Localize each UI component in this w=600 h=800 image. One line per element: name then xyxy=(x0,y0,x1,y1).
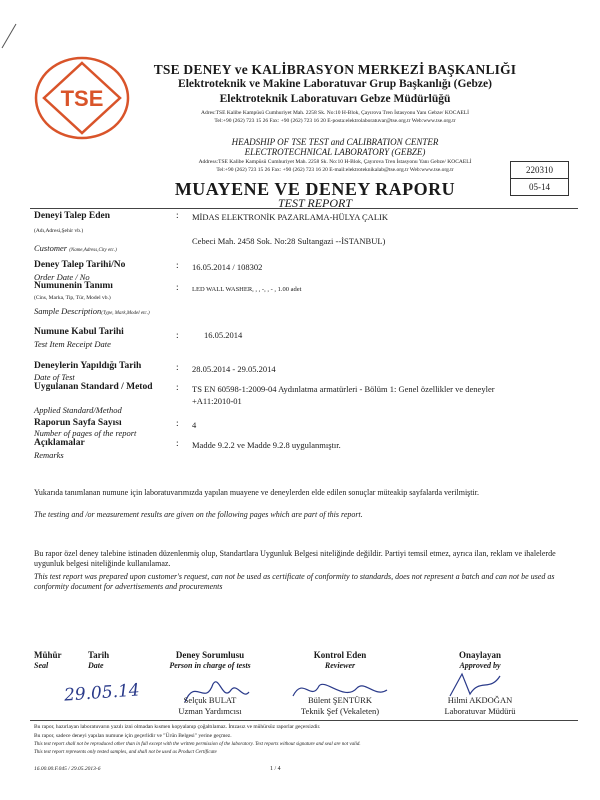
svg-text:TSE: TSE xyxy=(60,86,104,111)
responsible-title: Uzman Yardımcısı xyxy=(178,706,242,716)
header-line3: Elektroteknik Laboratuvarı Gebze Müdürlüğü xyxy=(219,93,451,105)
results-note-en: The testing and /or measurement results are given on the following pages which are part of this report. xyxy=(34,510,363,519)
requester-label: Deneyi Talep Eden xyxy=(34,211,111,221)
results-note: Yukarıda tanımlanan numune için laboratuvarımızda yapılan muayene ve deneylerden elde edilen sonuçlar müteakip sayfalarda verilmiştir. xyxy=(34,488,479,497)
customer-label: Customer (Name,Adress,City etc.) xyxy=(34,243,117,253)
colon: : xyxy=(176,439,179,449)
test-date-value: 28.05.2014 - 29.05.2014 xyxy=(192,364,276,374)
top-divider xyxy=(30,208,578,209)
sample-sublabel: (Cins, Marka, Tip, Tür, Model vb.) xyxy=(34,295,111,301)
report-title: MUAYENE VE DENEY RAPORU xyxy=(174,179,456,199)
header-address2: Tel:+90 (262) 723 15 26 Fax: +90 (262) 723 16 20 E-posta:elektrolaboratuvar@tse.org.tr Web:www.tse.org.tr xyxy=(214,118,456,124)
requester-sublabel: (Adı,Adresi,Şehir vb.) xyxy=(34,228,84,234)
header-line1: TSE DENEY ve KALİBRASYON MERKEZİ BAŞKANLIĞI xyxy=(153,62,517,77)
colon: : xyxy=(176,383,179,393)
colon: : xyxy=(176,331,179,341)
order-label-en: Order Date / No xyxy=(34,272,90,282)
standard-label: Uygulanan Standard / Metod xyxy=(34,382,153,392)
approver-label-en: Approved by xyxy=(459,661,501,670)
colon: : xyxy=(176,261,179,271)
report-number: 220310 xyxy=(510,161,569,179)
corner-mark xyxy=(0,20,20,50)
requester-name: MİDAS ELEKTRONİK PAZARLAMA-HÜLYA ÇALIK xyxy=(192,212,388,222)
responsible-name: Selçuk BULAT xyxy=(183,695,237,705)
standard-label-en: Applied Standard/Method xyxy=(34,405,122,415)
header-line2: Elektroteknik ve Makine Laboratuvar Grup Başkanlığı (Gebze) xyxy=(178,78,492,90)
reviewer-name: Bülent ŞENTÜRK xyxy=(308,695,372,705)
requester-address: Cebeci Mah. 2458 Sok. No:28 Sultangazi --İSTANBUL) xyxy=(192,236,386,246)
sample-value: LED WALL WASHER, , , -, , - , 1.00 adet xyxy=(192,286,302,293)
header-en-line1: HEADSHIP OF TSE TEST and CALIBRATION CENTER xyxy=(231,137,439,147)
tse-logo xyxy=(34,55,130,141)
disclaimer: Bu rapor özel deney talebine istinaden düzenlenmiş olup, Standartlara Uygunluk Belgesi niteliğinde değildir. Partiyi temsil etmez, ayrıca ilan, reklam ve ihalelerde uygunluk belgesi niteliğinde kullanılamaz. xyxy=(34,549,556,568)
colon: : xyxy=(176,363,179,373)
standard-value-line2: +A11:2010-01 xyxy=(192,396,242,406)
approver-label: Onaylayan xyxy=(458,650,501,660)
pages-label-en: Number of pages of the report xyxy=(34,428,137,438)
header-en-line2: ELECTROTECHNICAL LABORATORY (GEBZE) xyxy=(244,147,426,157)
pages-value: 4 xyxy=(192,420,197,430)
pages-label: Raporun Sayfa Sayısı xyxy=(34,418,122,428)
standard-value-line1: TS EN 60598-1:2009-04 Aydınlatma armatürleri - Bölüm 1: Genel özellikler ve deneyler xyxy=(192,384,495,394)
remarks-label: Açıklamalar xyxy=(34,438,85,448)
report-code: 05-14 xyxy=(510,178,569,196)
footer-note-en1: This test report shall not be reproduced other than in full except with the written permission of the laboratory. Test reports without signature and seal are not valid. xyxy=(34,742,361,747)
form-code: 16.00.00.F.045 / 29.05.2013-6 xyxy=(34,766,101,772)
report-title-en: TEST REPORT xyxy=(277,196,353,210)
sample-label-en: Sample Description(Type, Mark,Model etc.) xyxy=(34,306,150,316)
remarks-label-en: Remarks xyxy=(34,450,64,460)
seal-label-en: Seal xyxy=(34,661,49,670)
date-label: Tarih xyxy=(88,650,110,660)
receipt-value: 16.05.2014 xyxy=(204,330,243,340)
disclaimer-en: This test report was prepared upon customer's request, can not be used as certificate of conformity to standards, does not represent a batch and can not be used as conformity document for advertisements and procurements xyxy=(34,572,555,591)
header-address1: Adres:TSE Kalibe Kampüsü Cumhuriyet Mah. 2258 Sk. No:10 H-Blok, Çayırova Tren İstasyonu Yanı Gebze/ KOCAELİ xyxy=(201,110,469,116)
test-date-label-en: Date of Test xyxy=(34,372,75,382)
handwritten-date: 29.05.14 xyxy=(63,680,141,706)
responsible-label: Deney Sorumlusu xyxy=(175,650,245,660)
reviewer-label: Kontrol Eden xyxy=(313,650,367,660)
responsible-label-en: Person in charge of tests xyxy=(169,661,251,670)
approver-title: Laboratuvar Müdürü xyxy=(444,706,516,716)
reviewer-label-en: Reviewer xyxy=(324,661,356,670)
colon: : xyxy=(176,419,179,429)
colon: : xyxy=(176,211,179,221)
date-label-en: Date xyxy=(88,661,104,670)
page-number: 1 / 4 xyxy=(270,766,281,772)
approver-name: Hilmi AKDOĞAN xyxy=(447,695,513,705)
order-label: Deney Talep Tarihi/No xyxy=(34,260,126,270)
footer-divider xyxy=(30,720,578,721)
receipt-label: Numune Kabul Tarihi xyxy=(34,327,124,337)
seal-label: Mühür xyxy=(34,650,62,660)
sample-label: Numunenin Tanımı xyxy=(34,281,113,291)
footer-note-tr1: Bu rapor, hazırlayan laboratuvarın yazılı izni olmadan kısmen kopyalanıp çoğaltılamaz. İmzasız ve mühürsüz raporlar geçersizdir. xyxy=(34,724,321,730)
receipt-label-en: Test Item Receipt Date xyxy=(34,339,111,349)
colon: : xyxy=(176,283,179,293)
header-address4: Tel:+90 (262) 723 15 26 Fax: +90 (262) 723 16 20 E-mail:elektroteknikalab@tse.org.tr Web:www.tse.org.tr xyxy=(216,167,454,173)
test-date-label: Deneylerin Yapıldığı Tarih xyxy=(34,361,142,371)
footer-note-tr2: Bu rapor, sadece deneyi yapılan numune için geçerlidir ve "Ürün Belgesi" yerine geçmez. xyxy=(34,733,232,739)
reviewer-title: Teknik Şef (Vekaleten) xyxy=(300,706,380,716)
order-value: 16.05.2014 / 108302 xyxy=(192,262,263,272)
header-address3: Address:TSE Kalibe Kampüsü Cumhuriyet Mah. 2258 Sk. No:10 H-Blok, Çayırova Tren İstasyonu Yanı Gebze/ KOCAELİ xyxy=(198,159,472,165)
footer-note-en2: This test report represents only tested samples, and shall not be used as Product Certificate xyxy=(34,750,217,755)
remarks-value: Madde 9.2.2 ve Madde 9.2.8 uygulanmıştır. xyxy=(192,440,341,450)
